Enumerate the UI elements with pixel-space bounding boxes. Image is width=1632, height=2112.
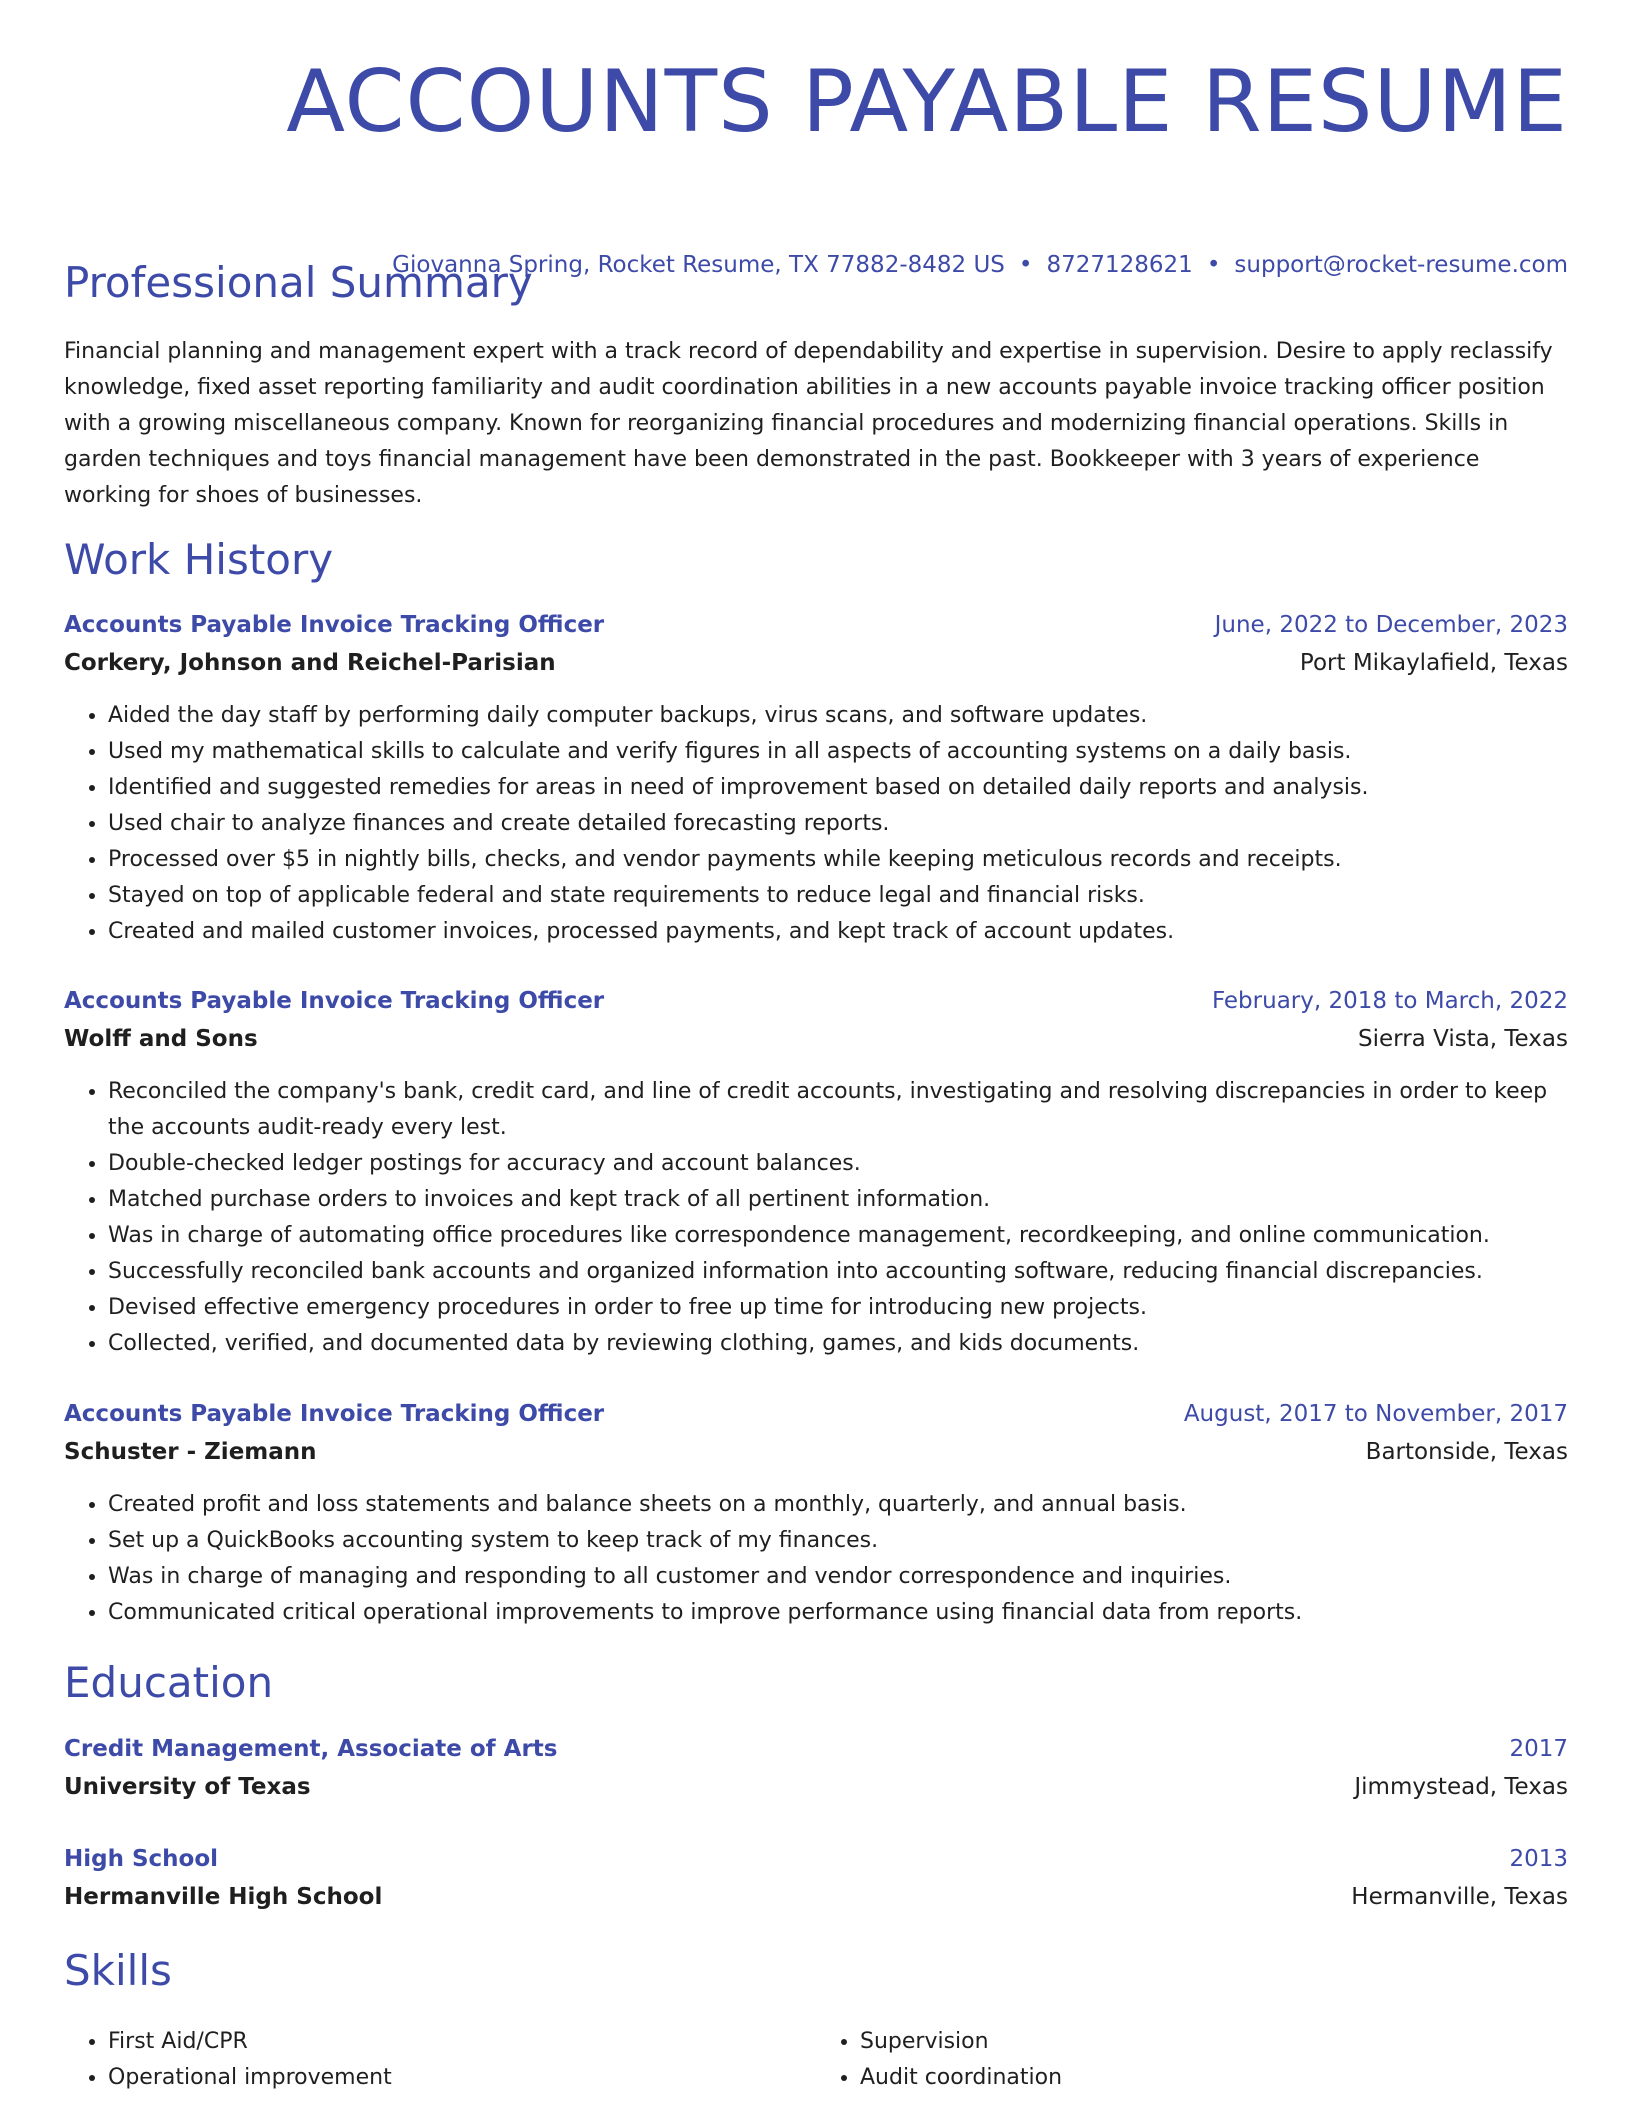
job-role: Accounts Payable Invoice Tracking Officer [64,988,605,1014]
education-school: University of Texas [64,1774,311,1800]
contact-line [392,252,1568,278]
list-item: • Collected, verified, and documented data by reviewing clothing, games, and kids documents. [108,1326,1568,1362]
list-item: • Set up a QuickBooks accounting system to keep track of my finances. [108,1523,1568,1559]
list-item: • Successfully reconciled bank accounts and organized information into accounting software, reducing financial discrepancies. [108,1254,1568,1290]
summary-text: Financial planning and management expert with a track record of dependability and expertise in supervision. Desire to apply reclassify knowledge, fixed asset reporting familiarity and audit coordination abilities in a new accounts payable invoice tracking officer position with a growing miscellaneous company. Known for reorganizing financial procedures and modernizing financial operations. Skills in garden techniques and toys financial management have been demonstrated in the past. Bookkeeper with 3 years of experience working for shoes of businesses. [64,339,1553,508]
skills-column-left [64,2024,816,2096]
list-item: • Created profit and loss statements and balance sheets on a monthly, quarterly, and annual basis. [108,1487,1568,1523]
contact-separator: • [1018,252,1033,278]
list-item: • Operational improvement [108,2060,816,2096]
education-location: Jimmystead, Texas [1354,1774,1568,1800]
education-entry [64,1736,1568,1800]
education-heading: Education [64,1658,274,1707]
skills-list [64,2024,1568,2096]
job-dates: August, 2017 to November, 2017 [1183,1401,1568,1427]
contact-phone: 8727128621 [1046,252,1193,278]
contact-address: Giovanna Spring, Rocket Resume, TX 77882-8482 US [392,252,1005,278]
job-company: Schuster - Ziemann [64,1439,317,1465]
work-history-heading: Work History [64,535,334,584]
contact-separator: • [1206,252,1221,278]
list-item: • Processed over $5 in nightly bills, checks, and vendor payments while keeping meticulous records and receipts. [108,842,1568,878]
list-item: • Stayed on top of applicable federal and state requirements to reduce legal and financial risks. [108,878,1568,914]
job-role: Accounts Payable Invoice Tracking Officer [64,1401,605,1427]
list-item: • Identified and suggested remedies for areas in need of improvement based on detailed daily reports and analysis. [108,770,1568,806]
job-location: Sierra Vista, Texas [1358,1026,1568,1052]
job-dates: February, 2018 to March, 2022 [1211,988,1568,1014]
job-location: Bartonside, Texas [1365,1439,1568,1465]
list-item: • Supervision [860,2024,1568,2060]
education-entry [64,1846,1568,1910]
list-item: • Reconciled the company's bank, credit card, and line of credit accounts, investigating and resolving discrepancies in order to keep the accounts audit-ready every lest. [108,1074,1568,1146]
job-location: Port Mikaylafield, Texas [1299,650,1568,676]
job-bullets [64,1487,1568,1631]
education-degree: Credit Management, Associate of Arts [64,1736,558,1762]
job-dates: June, 2022 to December, 2023 [1214,612,1568,638]
resume-title: ACCOUNTS PAYABLE RESUME [286,52,1568,152]
list-item: • Created and mailed customer invoices, processed payments, and kept track of account updates. [108,914,1568,950]
education-degree: High School [64,1846,219,1872]
job-role: Accounts Payable Invoice Tracking Officer [64,612,605,638]
list-item: • Communicated critical operational improvements to improve performance using financial data from reports. [108,1595,1568,1631]
list-item: • Aided the day staff by performing daily computer backups, virus scans, and software updates. [108,698,1568,734]
job-company: Wolff and Sons [64,1026,258,1052]
job-entry [64,612,1568,950]
education-year: 2013 [1509,1846,1568,1872]
job-company: Corkery, Johnson and Reichel-Parisian [64,650,556,676]
education-year: 2017 [1509,1736,1568,1762]
list-item: • Audit coordination [860,2060,1568,2096]
job-bullets [64,1074,1568,1362]
list-item: • Was in charge of automating office procedures like correspondence management, recordkeeping, and online communication. [108,1218,1568,1254]
list-item: • Matched purchase orders to invoices and kept track of all pertinent information. [108,1182,1568,1218]
list-item: • Double-checked ledger postings for accuracy and account balances. [108,1146,1568,1182]
skills-heading: Skills [64,1946,172,1995]
job-entry [64,1401,1568,1631]
education-school: Hermanville High School [64,1884,383,1910]
list-item: • Was in charge of managing and responding to all customer and vendor correspondence and inquiries. [108,1559,1568,1595]
skills-column-right [816,2024,1568,2096]
list-item: • Devised effective emergency procedures in order to free up time for introducing new projects. [108,1290,1568,1326]
list-item: • Used chair to analyze finances and create detailed forecasting reports. [108,806,1568,842]
list-item: • Used my mathematical skills to calculate and verify figures in all aspects of accounting systems on a daily basis. [108,734,1568,770]
job-entry [64,988,1568,1362]
job-bullets [64,698,1568,950]
summary-heading: Professional Summary [64,258,533,307]
contact-email[interactable]: support@rocket-resume.com [1234,252,1568,278]
education-location: Hermanville, Texas [1351,1884,1568,1910]
list-item: • First Aid/CPR [108,2024,816,2060]
